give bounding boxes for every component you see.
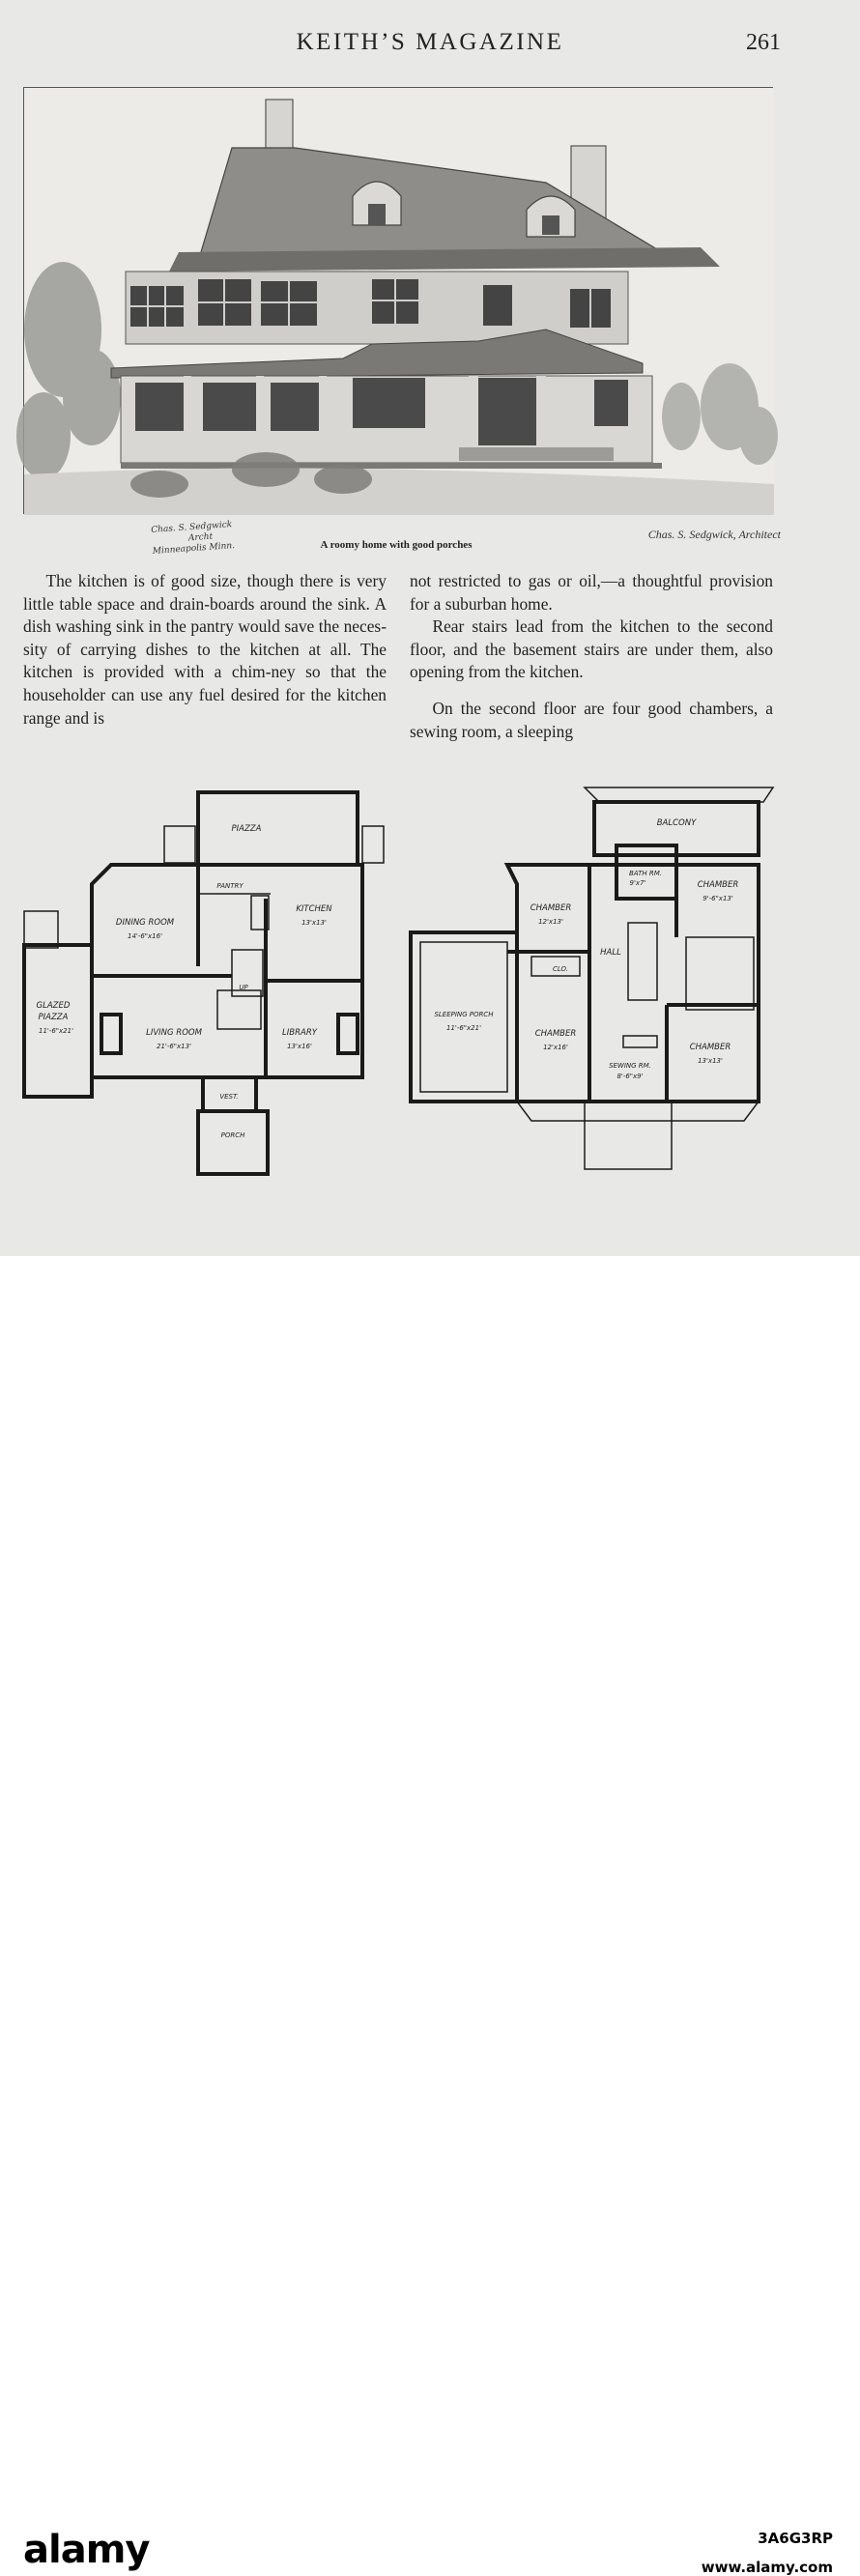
closet-label: CLO.	[552, 965, 569, 973]
room-size: 9'x7'	[629, 879, 646, 887]
room-size: 13'x16'	[287, 1043, 312, 1050]
body-paragraph: The kitchen is of good size, though there is very little table space and drain-boards around the sink. A dish washing sink in the pantry would save the neces-sity of carrying dishes to the kitchen at all. The kitchen is provided with a chim-ney so that the householder can use any fuel desired for the kitchen range and is	[23, 571, 387, 728]
room-label: SEWING RM.	[609, 1062, 651, 1070]
room-size: 12'x16'	[543, 1044, 568, 1051]
magazine-page	[0, 0, 860, 1256]
room-label: CHAMBER	[697, 880, 739, 890]
room-label: PANTRY	[216, 882, 244, 890]
room-label: HALL	[600, 948, 621, 958]
room-size: 13'x13'	[301, 919, 327, 927]
room-label: VEST.	[219, 1093, 239, 1101]
magazine-title: KEITH’S MAGAZINE	[296, 29, 564, 55]
room-label: CHAMBER	[534, 1029, 577, 1039]
text-column-right	[410, 570, 773, 743]
room-size: 9'-6"x13'	[702, 895, 733, 902]
second-floor-plan	[406, 783, 783, 1169]
signature-line: Archt	[187, 531, 214, 544]
alamy-logo: alamy	[23, 2528, 150, 2572]
room-label: SLEEPING PORCH	[434, 1011, 494, 1018]
room-label: KITCHEN	[296, 904, 332, 914]
room-label: PIAZZA	[38, 1013, 69, 1022]
room-label: LIVING ROOM	[146, 1028, 202, 1038]
house-drawing	[24, 88, 774, 515]
page-number: 261	[746, 30, 781, 55]
room-size: 11'-6"x21'	[38, 1027, 74, 1035]
room-label: BATH RM.	[629, 870, 662, 877]
image-id: 3A6G3RP	[758, 2530, 833, 2547]
site-url: www.alamy.com	[701, 2559, 833, 2576]
body-paragraph: On the second floor are four good chambers, a sewing room, a sleeping	[410, 698, 773, 741]
text-column-left	[23, 570, 387, 730]
body-paragraph: not restricted to gas or oil,—a thoughtful provision for a suburban home.	[410, 571, 773, 614]
body-paragraph: Rear stairs lead from the kitchen to the second floor, and the basement stairs are under them, also opening from the kitchen.	[410, 616, 773, 682]
room-size: 11'-6"x21'	[445, 1024, 482, 1032]
room-label: DINING ROOM	[115, 918, 175, 928]
signature-line: Minneapolis Minn.	[152, 541, 236, 557]
room-size: 21'-6"x13'	[156, 1043, 192, 1050]
watermark-footer	[0, 1256, 860, 2576]
room-size: 13'x13'	[698, 1057, 723, 1065]
room-label: GLAZED	[36, 1001, 71, 1011]
room-size: 8'-6"x9'	[616, 1073, 644, 1080]
room-label: PIAZZA	[231, 824, 262, 834]
room-label: LIBRARY	[282, 1028, 317, 1038]
architect-credit: Chas. S. Sedgwick, Architect	[647, 528, 781, 541]
stair-label: UP	[239, 984, 248, 991]
first-floor-plan	[19, 787, 387, 1174]
room-label: BALCONY	[656, 818, 697, 828]
room-label: CHAMBER	[689, 1043, 731, 1052]
room-label: CHAMBER	[530, 903, 572, 913]
room-size: 14'-6"x16'	[127, 932, 163, 940]
room-label: PORCH	[220, 1131, 245, 1139]
room-size: 12'x13'	[538, 918, 563, 926]
figure-caption: A roomy home with good porches	[320, 539, 473, 551]
signature-line: Chas. S. Sedgwick	[150, 520, 233, 535]
